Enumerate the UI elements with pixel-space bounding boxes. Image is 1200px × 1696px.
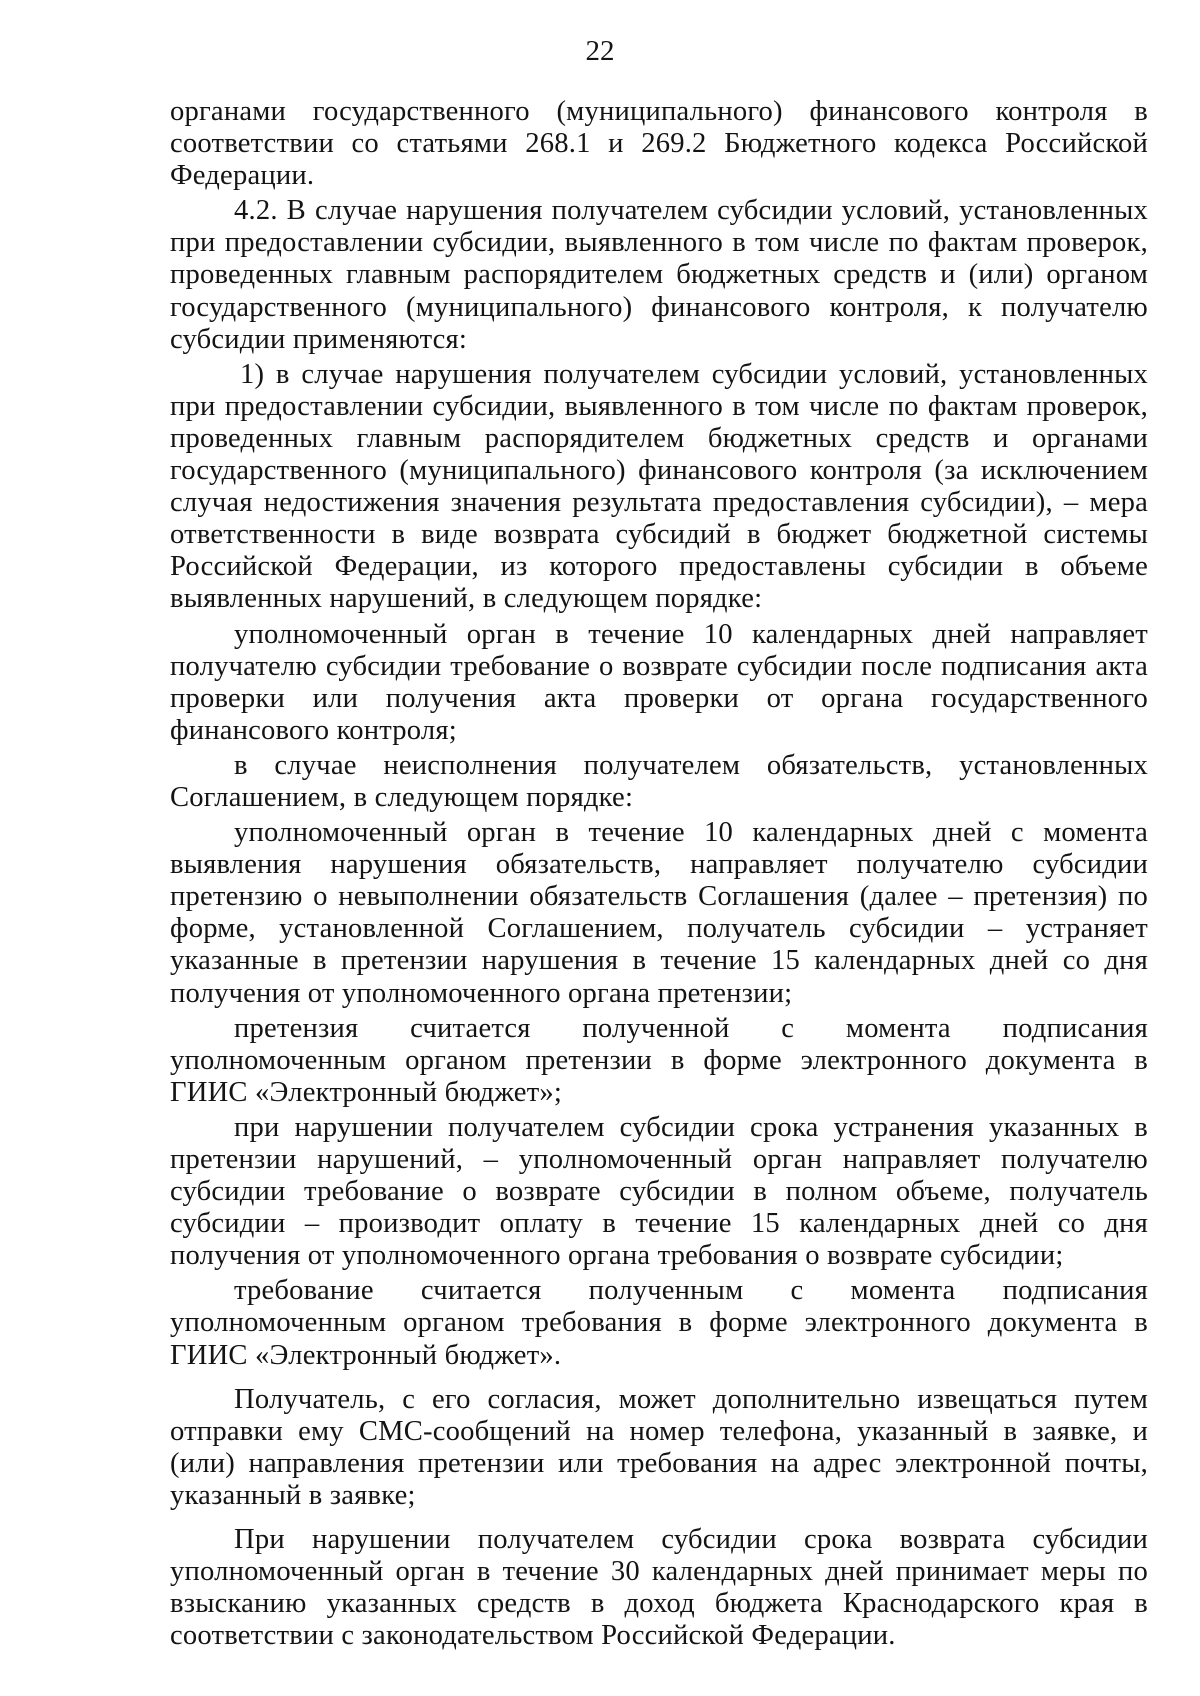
paragraph: уполномоченный орган в течение 10 календарных дней направляет получателю субсидии требование о возврате субсидии после подписания акта проверки или получения акта проверки от органа государственного финансового контроля; (170, 618, 1148, 746)
page-number: 22 (585, 35, 615, 67)
document-body (170, 96, 1148, 1652)
paragraph: при нарушении получателем субсидии срока устранения указанных в претензии нарушений, – уполномоченный орган направляет получателю субсидии требование о возврате субсидии в полном объеме, получатель субсидии – производит оплату в течение 15 календарных дней со дня получения от уполномоченного органа требования о возврате субсидии; (170, 1111, 1148, 1272)
paragraph: претензия считается полученной с момента подписания уполномоченным органом претензии в форме электронного документа в ГИИС «Электронный бюджет»; (170, 1012, 1148, 1108)
paragraph: органами государственного (муниципального) финансового контроля в соответствии со статьями 268.1 и 269.2 Бюджетного кодекса Российской Федерации. (170, 96, 1148, 192)
paragraph: требование считается полученным с момента подписания уполномоченным органом требования в форме электронного документа в ГИИС «Электронный бюджет». (170, 1275, 1148, 1371)
paragraph: уполномоченный орган в течение 10 календарных дней с момента выявления нарушения обязательств, направляет получателю субсидии претензию о невыполнении обязательств Соглашения (далее – претензия) по форме, установленной Соглашением, получатель субсидии – устраняет указанные в претензии нарушения в течение 15 календарных дней со дня получения от уполномоченного органа претензии; (170, 817, 1148, 1009)
paragraph: в случае неисполнения получателем обязательств, установленных Соглашением, в следующем порядке: (170, 749, 1148, 813)
paragraph: Получатель, с его согласия, может дополнительно извещаться путем отправки ему СМС-сообщений на номер телефона, указанный в заявке, и (или) направления претензии или требования на адрес электронной почты, указанный в заявке; (170, 1383, 1148, 1511)
paragraph: При нарушении получателем субсидии срока возврата субсидии уполномоченный орган в течение 30 календарных дней принимает меры по взысканию указанных средств в доход бюджета Краснодарского края в соответствии с законодательством Российской Федерации. (170, 1524, 1148, 1652)
paragraph: 4.2. В случае нарушения получателем субсидии условий, установленных при предоставлении субсидии, выявленного в том числе по фактам проверок, проведенных главным распорядителем бюджетных средств и (или) органом государственного (муниципального) финансового контроля, к получателю субсидии применяются: (170, 195, 1148, 355)
paragraph: 1) в случае нарушения получателем субсидии условий, установленных при предоставлении субсидии, выявленного в том числе по фактам проверок, проведенных главным распорядителем бюджетных средств и органами государственного (муниципального) финансового контроля (за исключением случая недостижения значения результата предоставления субсидии), – мера ответственности в виде возврата субсидий в бюджет бюджетной системы Российской Федерации, из которого предоставлены субсидии в объеме выявленных нарушений, в следующем порядке: (170, 358, 1148, 615)
